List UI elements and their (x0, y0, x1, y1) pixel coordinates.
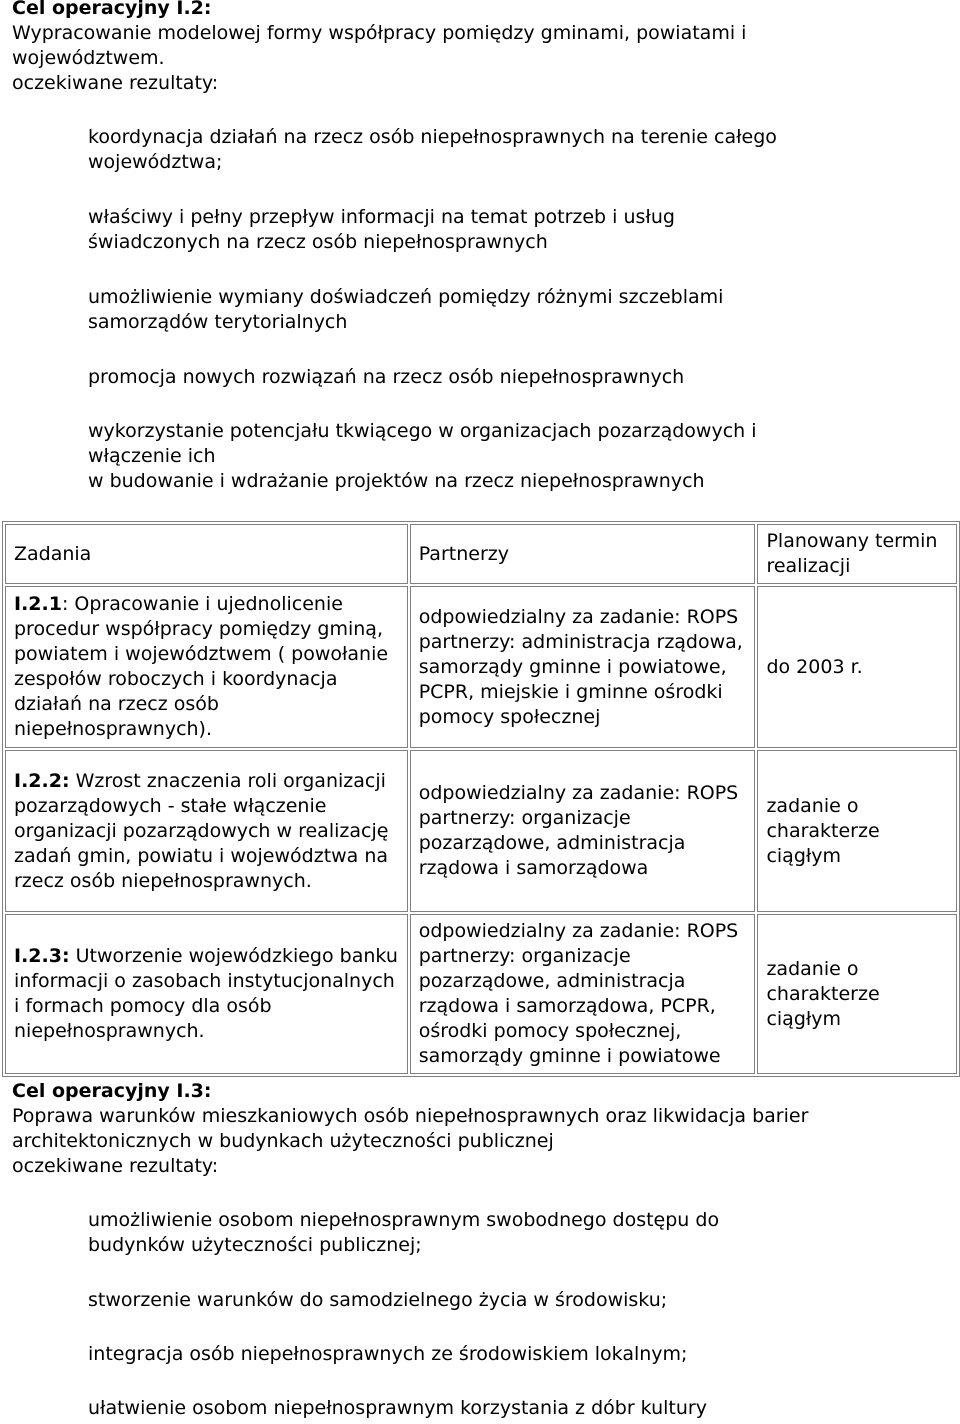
task-code: I.2.2: (14, 769, 70, 792)
table-row (5, 750, 957, 912)
header-partners: Partnerzy (410, 524, 756, 584)
partners-cell: odpowiedzialny za zadanie: ROPS partnerzy: administracja rządowa, samorządy gminne i powiatowe, PCPR, miejskie i gminne ośrodki pomocy społecznej (410, 586, 756, 748)
result-item: w budowanie i wdrażanie projektów na rzecz niepełnosprawnych (88, 470, 705, 492)
result-item: właściwy i pełny przepływ informacji na temat potrzeb i usług świadczonych na rzecz osób niepełnosprawnych (88, 206, 675, 253)
header-term: Planowany termin realizacji (757, 524, 957, 584)
result-item: stworzenie warunków do samodzielnego życia w środowisku; (88, 1289, 668, 1311)
task-code: I.2.1 (14, 593, 62, 615)
term-cell: zadanie o charakterze ciągłym (757, 914, 957, 1074)
table-row (5, 586, 957, 748)
section1-heading: Cel operacyjny I.2: (12, 0, 212, 19)
task-text: : Opracowanie i ujednolicenie procedur współpracy pomiędzy gminą, powiatem i województwem ( powołanie zespołów roboczych i koordynacja działań na rzecz osób niepełnosprawnych). (14, 593, 389, 740)
term-cell: zadanie o charakterze ciągłym (757, 750, 957, 912)
result-item: integracja osób niepełnosprawnych ze środowiskiem lokalnym; (88, 1343, 688, 1365)
tasks-table (2, 521, 960, 1077)
table-header-row (5, 524, 957, 584)
task-cell (5, 586, 408, 748)
result-item: koordynacja działań na rzecz osób niepełnosprawnych na terenie całego województwa; (88, 126, 777, 173)
section2-heading: Cel operacyjny I.3: (12, 1080, 212, 1102)
result-item: promocja nowych rozwiązań na rzecz osób niepełnosprawnych (88, 366, 685, 388)
section1-results-label: oczekiwane rezultaty: (12, 72, 219, 94)
header-tasks: Zadania (5, 524, 408, 584)
term-cell: do 2003 r. (757, 586, 957, 748)
task-code: I.2.3: (14, 945, 70, 967)
section2-results-label: oczekiwane rezultaty: (12, 1155, 219, 1177)
partners-cell: odpowiedzialny za zadanie: ROPS partnerzy: organizacje pozarządowe, administracja rządowa i samorządowa (410, 750, 756, 912)
task-cell (5, 750, 408, 912)
table-row (5, 914, 957, 1074)
result-item: wykorzystanie potencjału tkwiącego w organizacjach pozarządowych i włączenie ich (88, 420, 757, 467)
result-item: umożliwienie osobom niepełnosprawnym swobodnego dostępu do budynków użyteczności publicznej; (88, 1209, 720, 1256)
task-cell (5, 914, 408, 1074)
partners-cell: odpowiedzialny za zadanie: ROPS partnerzy: organizacje pozarządowe, administracja rządowa i samorządowa, PCPR, ośrodki pomocy społecznej, samorządy gminne i powiatowe (410, 914, 756, 1074)
result-item: umożliwienie wymiany doświadczeń pomiędzy różnymi szczeblami samorządów terytorialnych (88, 286, 724, 333)
section1-description: Wypracowanie modelowej formy współpracy pomiędzy gminami, powiatami i województwem. (12, 22, 747, 69)
result-item: ułatwienie osobom niepełnosprawnym korzystania z dóbr kultury (88, 1397, 707, 1419)
section2-description: Poprawa warunków mieszkaniowych osób niepełnosprawnych oraz likwidacja barier architektonicznych w budynkach użyteczności publicznej (12, 1105, 809, 1152)
task-text: Wzrost znaczenia roli organizacji pozarządowych - stałe włączenie organizacji pozarządowych w realizację zadań gmin, powiatu i województwa na rzecz osób niepełnosprawnych. (14, 769, 389, 892)
task-text: Utworzenie wojewódzkiego banku informacji o zasobach instytucjonalnych i formach pomocy dla osób niepełnosprawnych. (14, 945, 398, 1042)
